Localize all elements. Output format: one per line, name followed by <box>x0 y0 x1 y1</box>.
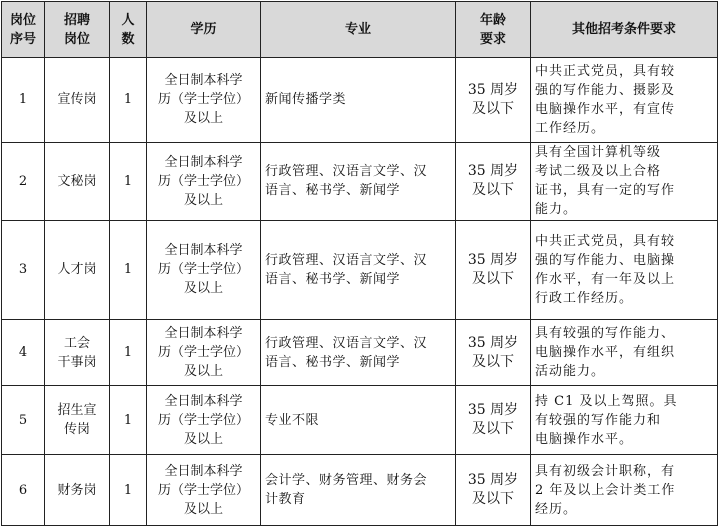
cell-education <box>147 220 261 319</box>
cell-other-requirements-line: 具有全国计算机等级 <box>535 145 662 161</box>
cell-education <box>147 455 261 526</box>
table-row <box>2 455 718 526</box>
cell-seq: 6 <box>2 455 45 526</box>
cell-education-line: 全日制本科学 <box>164 326 243 342</box>
cell-position <box>45 142 110 220</box>
cell-other-requirements-line: 中共正式党员，具有较 <box>535 233 676 249</box>
cell-position-line: 招生宣 <box>57 403 97 419</box>
cell-other-requirements-line: 具有较强的写作能力、 <box>535 326 676 342</box>
cell-education-line: 历（学士学位） <box>157 262 249 278</box>
cell-major-line: 语言、秘书学、新闻学 <box>265 271 401 287</box>
table-row <box>2 142 718 220</box>
table-row <box>2 319 718 386</box>
cell-position-line: 传岗 <box>63 422 90 438</box>
cell-other-requirements-line: 证书，具有一定的写作 <box>535 183 676 199</box>
cell-age-line: 及以下 <box>472 421 514 438</box>
cell-other-requirements <box>531 142 718 220</box>
cell-major <box>261 220 456 319</box>
cell-education <box>147 58 261 143</box>
cell-major-line: 专业不限 <box>265 412 320 428</box>
cell-age <box>456 455 531 526</box>
cell-seq: 5 <box>2 386 45 455</box>
cell-education-line: 全日制本科学 <box>164 243 243 259</box>
cell-seq: 4 <box>2 319 45 386</box>
cell-count: 1 <box>110 319 147 386</box>
cell-other-requirements-line: 电脑操作水平。 <box>535 431 634 447</box>
header-position: 招聘 岗位 <box>45 2 110 58</box>
cell-education-line: 全日制本科学 <box>164 393 243 409</box>
header-count: 人 数 <box>110 2 147 58</box>
cell-other-requirements-line: 强的写作能力、电脑操 <box>535 252 676 268</box>
header-major: 专业 <box>261 2 456 58</box>
cell-age-line: 及以下 <box>472 270 514 287</box>
header-other: 其他招考条件要求 <box>531 2 718 58</box>
cell-major <box>261 455 456 526</box>
cell-other-requirements <box>531 220 718 319</box>
cell-position-line: 宣传岗 <box>57 92 97 108</box>
cell-position-line: 文秘岗 <box>57 173 97 189</box>
cell-age-line: 35 周岁 <box>467 81 519 98</box>
cell-seq: 2 <box>2 142 45 220</box>
cell-age <box>456 319 531 386</box>
cell-age-line: 35 周岁 <box>467 163 519 180</box>
cell-education <box>147 319 261 386</box>
cell-other-requirements-line: 活动能力。 <box>535 364 606 380</box>
cell-major-line: 行政管理、汉语言文学、汉 <box>265 335 428 351</box>
cell-education-line: 及以上 <box>183 431 223 447</box>
header-age: 年龄 要求 <box>456 2 531 58</box>
cell-major-line: 计教育 <box>265 492 306 508</box>
cell-count: 1 <box>110 58 147 143</box>
cell-count: 1 <box>110 220 147 319</box>
cell-education <box>147 142 261 220</box>
cell-count: 1 <box>110 386 147 455</box>
cell-education-line: 全日制本科学 <box>164 463 243 479</box>
cell-other-requirements-line: 中共正式党员，具有较 <box>535 63 676 79</box>
header-row <box>2 2 718 58</box>
cell-position-line: 干事岗 <box>57 354 97 370</box>
cell-age-line: 35 周岁 <box>467 251 519 268</box>
cell-education-line: 历（学士学位） <box>157 412 249 428</box>
cell-major-line: 会计学、财务管理、财务会 <box>265 473 428 489</box>
cell-education-line: 及以上 <box>183 364 223 380</box>
table-row <box>2 58 718 143</box>
header-seq: 岗位 序号 <box>2 2 45 58</box>
cell-education-line: 全日制本科学 <box>164 73 243 89</box>
cell-education-line: 历（学士学位） <box>157 482 249 498</box>
cell-age <box>456 386 531 455</box>
cell-age-line: 及以下 <box>472 491 514 508</box>
cell-other-requirements-line: 经历。 <box>535 501 578 517</box>
cell-other-requirements-line: 工作经历。 <box>535 120 606 136</box>
cell-major <box>261 58 456 143</box>
cell-other-requirements-line: 作水平，有一年及以上 <box>535 271 676 287</box>
cell-position <box>45 386 110 455</box>
cell-education-line: 及以上 <box>183 501 223 517</box>
cell-education-line: 及以上 <box>183 111 223 127</box>
cell-age-line: 及以下 <box>472 182 514 199</box>
cell-position <box>45 319 110 386</box>
cell-age-line: 及以下 <box>472 353 514 370</box>
cell-age <box>456 220 531 319</box>
cell-other-requirements-line: 能力。 <box>535 202 578 218</box>
recruitment-table <box>1 1 718 526</box>
cell-position <box>45 455 110 526</box>
table-row <box>2 220 718 319</box>
cell-education <box>147 386 261 455</box>
cell-other-requirements <box>531 386 718 455</box>
cell-major-line: 新闻传播学类 <box>265 92 347 108</box>
cell-other-requirements-line: 具有初级会计职称，有 <box>535 463 676 479</box>
cell-education-line: 全日制本科学 <box>164 154 243 170</box>
cell-age-line: 35 周岁 <box>467 402 519 419</box>
cell-education-line: 及以上 <box>183 281 223 297</box>
cell-other-requirements <box>531 58 718 143</box>
cell-education-line: 及以上 <box>183 192 223 208</box>
cell-education-line: 历（学士学位） <box>157 92 249 108</box>
cell-count: 1 <box>110 142 147 220</box>
cell-major <box>261 386 456 455</box>
cell-seq: 3 <box>2 220 45 319</box>
cell-seq: 1 <box>2 58 45 143</box>
cell-major-line: 行政管理、汉语言文学、汉 <box>265 164 428 180</box>
table-row <box>2 386 718 455</box>
cell-other-requirements <box>531 319 718 386</box>
cell-position-line: 财务岗 <box>57 482 97 498</box>
cell-age-line: 35 周岁 <box>467 334 519 351</box>
cell-major <box>261 319 456 386</box>
cell-other-requirements <box>531 455 718 526</box>
cell-other-requirements-line: 有较强的写作能力和 <box>535 412 662 428</box>
cell-age <box>456 142 531 220</box>
cell-other-requirements-line: 2 年及以上会计类工作 <box>535 482 676 498</box>
cell-education-line: 历（学士学位） <box>157 173 249 189</box>
cell-other-requirements-line: 持 C1 及以上驾照。具 <box>535 393 678 409</box>
cell-major-line: 行政管理、汉语言文学、汉 <box>265 252 428 268</box>
cell-position <box>45 58 110 143</box>
cell-other-requirements-line: 强的写作能力、摄影及 <box>535 82 676 98</box>
cell-other-requirements-line: 电脑操作水平，有宣传 <box>535 101 676 117</box>
cell-major <box>261 142 456 220</box>
cell-position-line: 工会 <box>63 335 90 351</box>
cell-major-line: 语言、秘书学、新闻学 <box>265 183 401 199</box>
header-education: 学历 <box>147 2 261 58</box>
cell-education-line: 历（学士学位） <box>157 345 249 361</box>
cell-age <box>456 58 531 143</box>
cell-other-requirements-line: 考试二级及以上合格 <box>535 164 662 180</box>
cell-other-requirements-line: 电脑操作水平，有组织 <box>535 345 676 361</box>
cell-age-line: 及以下 <box>472 100 514 117</box>
cell-major-line: 语言、秘书学、新闻学 <box>265 354 401 370</box>
cell-position <box>45 220 110 319</box>
cell-other-requirements-line: 行政工作经历。 <box>535 290 634 306</box>
cell-count: 1 <box>110 455 147 526</box>
cell-age-line: 35 周岁 <box>467 472 519 489</box>
cell-position-line: 人才岗 <box>57 262 97 278</box>
